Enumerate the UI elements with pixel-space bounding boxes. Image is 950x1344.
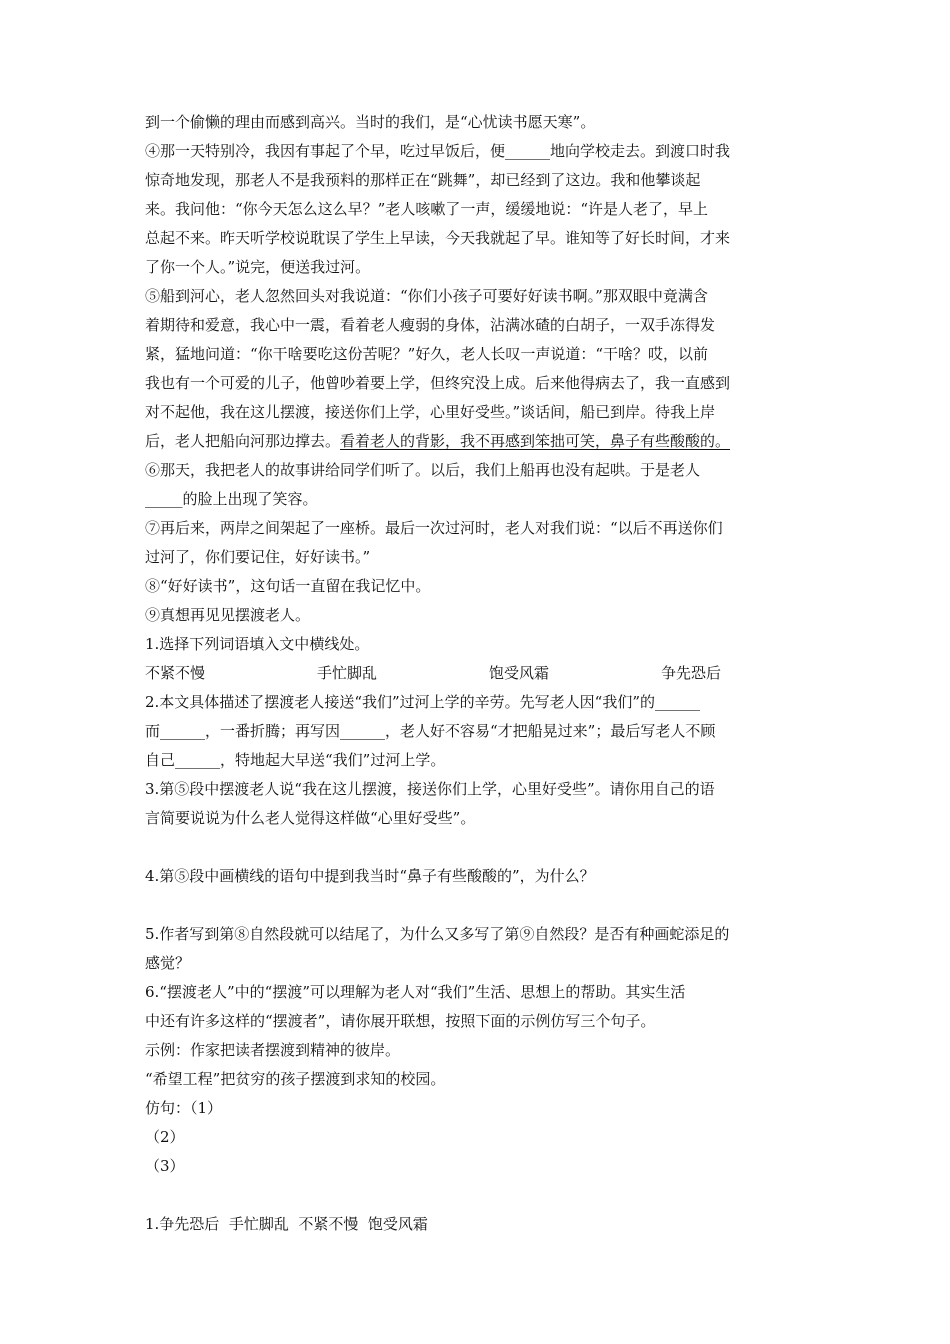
passage-line: 我也有一个可爱的儿子，他曾吵着要上学，但终究没上成。后来他得病去了，我一直感到	[145, 374, 731, 392]
passage-line: _____的脸上出现了笑容。	[145, 490, 318, 508]
example-line: 示例：作家把读者摆渡到精神的彼岸。	[145, 1041, 401, 1059]
word-choices	[145, 659, 815, 688]
question-5-line: 感觉？	[145, 954, 191, 972]
question-1: 1.选择下列词语填入文中横线处。	[145, 635, 370, 653]
imitate-line: （3）	[145, 1157, 185, 1175]
passage-text: 后，老人把船向河那边撑去。	[145, 432, 341, 450]
passage-line: ⑦再后来，两岸之间架起了一座桥。最后一次过河时，老人对我们说：“以后不再送你们	[145, 519, 723, 537]
passage-line: 惊奇地发现，那老人不是我预料的那样正在“跳舞”，却已经到了这边。我和他攀谈起	[145, 171, 701, 189]
passage-line: 到一个偷懒的理由而感到高兴。当时的我们，是“心忧读书愿天寒”。	[145, 113, 596, 131]
passage-line: 对不起他，我在这儿摆渡，接送你们上学，心里好受些。”谈话间，船已到岸。待我上岸	[145, 403, 716, 421]
word-choice: 争先恐后	[661, 664, 722, 682]
passage-line: 总起不来。昨天听学校说耽误了学生上早读，今天我就起了早。谁知等了好长时间，才来	[145, 229, 731, 247]
imitate-line: （2）	[145, 1128, 185, 1146]
passage-line: 着期待和爱意，我心中一震，看着老人瘦弱的身体，沾满冰碴的白胡子，一双手冻得发	[145, 316, 716, 334]
passage-line	[145, 427, 815, 456]
passage-line: 来。我问他：“你今天怎么这么早？”老人咳嗽了一声，缓缓地说：“许是人老了，早上	[145, 200, 709, 218]
passage-line: ⑥那天，我把老人的故事讲给同学们听了。以后，我们上船再也没有起哄。于是老人	[145, 461, 701, 479]
passage-line: ⑧“好好读书”，这句话一直留在我记忆中。	[145, 577, 431, 595]
word-choice: 不紧不慢	[145, 664, 206, 682]
document-page	[145, 108, 815, 1239]
underlined-sentence: 看着老人的背影，我不再感到笨拙可笑，鼻子有些酸酸的。	[340, 432, 731, 450]
passage-line: 过河了，你们要记住，好好读书。”	[145, 548, 371, 566]
question-5-line: 5.作者写到第⑧自然段就可以结尾了，为什么又多写了第⑨自然段？是否有种画蛇添足的	[145, 925, 730, 943]
passage-line: ④那一天特别冷，我因有事起了个早，吃过早饭后，便______地向学校走去。到渡口时我	[145, 142, 731, 160]
imitate-line: 仿句：（1）	[145, 1099, 223, 1117]
passage-line: 紧，猛地问道：“你干啥要吃这份苦呢？”好久，老人长叹一声说道：“干啥？哎，以前	[145, 345, 709, 363]
passage-line: ⑨真想再见见摆渡老人。	[145, 606, 311, 624]
answer-1: 1.争先恐后 手忙脚乱 不紧不慢 饱受风霜	[145, 1215, 428, 1233]
word-choice: 手忙脚乱	[317, 664, 378, 682]
passage-line: 了你一个人。”说完，便送我过河。	[145, 258, 371, 276]
question-6-line: 6.“摆渡老人”中的“摆渡”可以理解为老人对“我们”生活、思想上的帮助。其实生活	[145, 983, 686, 1001]
passage-line: ⑤船到河心，老人忽然回头对我说道：“你们小孩子可要好好读书啊。”那双眼中竟满含	[145, 287, 708, 305]
question-3-line: 3.第⑤段中摆渡老人说“我在这儿摆渡，接送你们上学，心里好受些”。请你用自己的语	[145, 780, 715, 798]
example-line: “希望工程”把贫穷的孩子摆渡到求知的校园。	[145, 1070, 446, 1088]
word-choice: 饱受风霜	[489, 664, 550, 682]
question-3-line: 言简要说说为什么老人觉得这样做“心里好受些”。	[145, 809, 476, 827]
question-2-line: 自己______，特地起大早送“我们”过河上学。	[145, 751, 446, 769]
question-2-line: 而______，一番折腾；再写因______，老人好不容易“才把船晃过来”；最后写老人不顾	[145, 722, 716, 740]
question-2-line: 2.本文具体描述了摆渡老人接送“我们”过河上学的辛劳。先写老人因“我们”的______	[145, 693, 700, 711]
question-6-line: 中还有许多这样的“摆渡者”，请你展开联想，按照下面的示例仿写三个句子。	[145, 1012, 656, 1030]
question-4: 4.第⑤段中画横线的语句中提到我当时“鼻子有些酸酸的”，为什么？	[145, 867, 595, 885]
